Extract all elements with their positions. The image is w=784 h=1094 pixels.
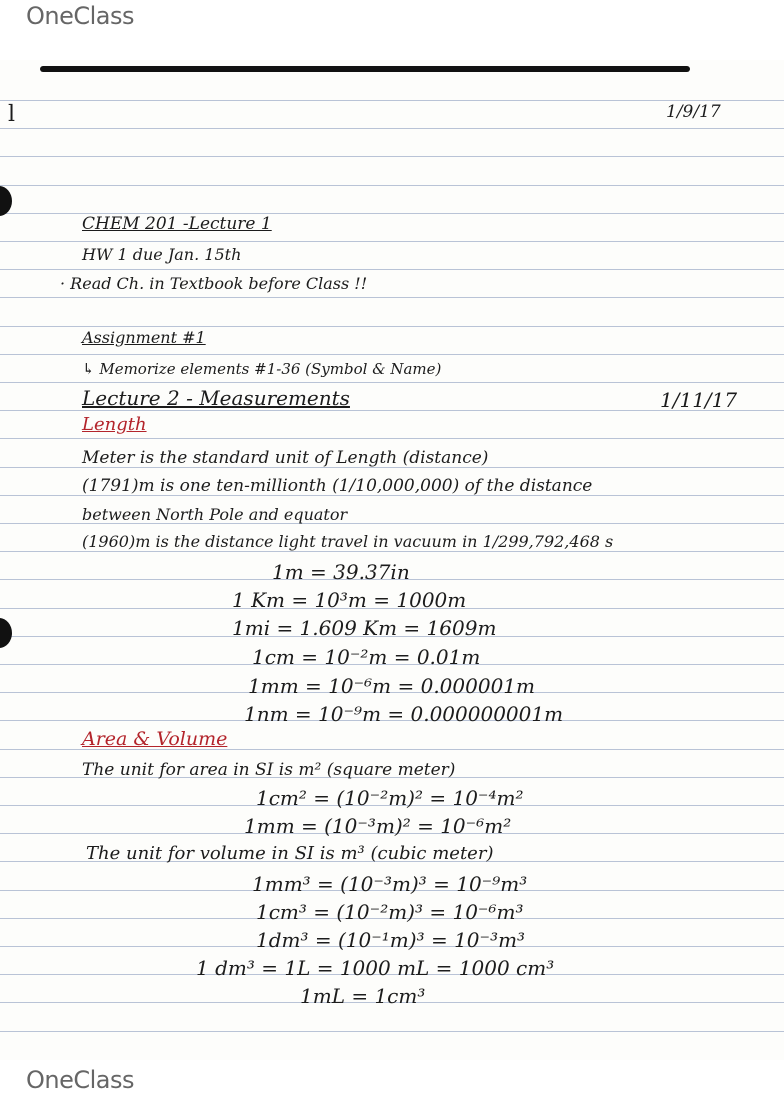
equation-mi-km: 1mi = 1.609 Km = 1609m	[232, 616, 497, 640]
area-volume-heading: Area & Volume	[82, 728, 228, 750]
ruled-line	[0, 185, 784, 186]
meter-definition: Meter is the standard unit of Length (distance)	[82, 448, 489, 468]
lecture2-header: Lecture 2 - Measurements	[82, 386, 350, 410]
equation-dm3-liter: 1 dm³ = 1L = 1000 mL = 1000 cm³	[196, 956, 555, 980]
equation-cm-m: 1cm = 10⁻²m = 0.01m	[252, 645, 481, 669]
oneclass-logo-top: OneClass	[26, 2, 135, 30]
ruled-line	[0, 354, 784, 355]
date-lecture1: 1/9/17	[666, 102, 721, 122]
oneclass-logo-bottom: OneClass	[26, 1066, 135, 1094]
length-heading: Length	[82, 414, 147, 435]
equation-m-in: 1m = 39.37in	[272, 560, 410, 584]
meter-1960-definition: (1960)m is the distance light travel in vacuum in 1/299,792,468 s	[82, 532, 614, 551]
ruled-line	[0, 551, 784, 552]
equation-mm2: 1mm = (10⁻³m)² = 10⁻⁶m²	[244, 814, 512, 838]
ruled-line	[0, 297, 784, 298]
reading-note: · Read Ch. in Textbook before Class !!	[60, 274, 368, 293]
assignment-heading: Assignment #1	[82, 328, 206, 347]
memorize-note: ↳ Memorize elements #1-36 (Symbol & Name)	[82, 360, 442, 378]
ruled-line	[0, 382, 784, 383]
equation-km-m: 1 Km = 10³m = 1000m	[232, 588, 467, 612]
equation-ml-cm3: 1mL = 1cm³	[300, 984, 426, 1008]
meter-1791-definition-cont: between North Pole and equator	[82, 505, 348, 524]
volume-unit-definition: The unit for volume in SI is m³ (cubic meter)	[86, 843, 494, 864]
ruled-line	[0, 269, 784, 270]
ruled-line	[0, 438, 784, 439]
equation-mm3: 1mm³ = (10⁻³m)³ = 10⁻⁹m³	[252, 872, 528, 896]
ruled-line	[0, 100, 784, 101]
ruled-line	[0, 128, 784, 129]
page-top-bar	[40, 66, 690, 72]
equation-mm-m: 1mm = 10⁻⁶m = 0.000001m	[248, 674, 535, 698]
ruled-line	[0, 156, 784, 157]
margin-mark: l	[8, 102, 16, 127]
equation-cm2: 1cm² = (10⁻²m)² = 10⁻⁴m²	[256, 786, 524, 810]
equation-dm3: 1dm³ = (10⁻¹m)³ = 10⁻³m³	[256, 928, 526, 952]
equation-cm3: 1cm³ = (10⁻²m)³ = 10⁻⁶m³	[256, 900, 524, 924]
homework-note: HW 1 due Jan. 15th	[82, 245, 242, 264]
ruled-line	[0, 1031, 784, 1032]
lecture1-header: CHEM 201 -Lecture 1	[82, 214, 272, 234]
area-unit-definition: The unit for area in SI is m² (square meter)	[82, 760, 456, 780]
ruled-line	[0, 326, 784, 327]
equation-nm-m: 1nm = 10⁻⁹m = 0.000000001m	[244, 702, 564, 726]
date-lecture2: 1/11/17	[660, 388, 738, 412]
meter-1791-definition: (1791)m is one ten-millionth (1/10,000,000) of the distance	[82, 476, 593, 496]
ruled-line	[0, 241, 784, 242]
